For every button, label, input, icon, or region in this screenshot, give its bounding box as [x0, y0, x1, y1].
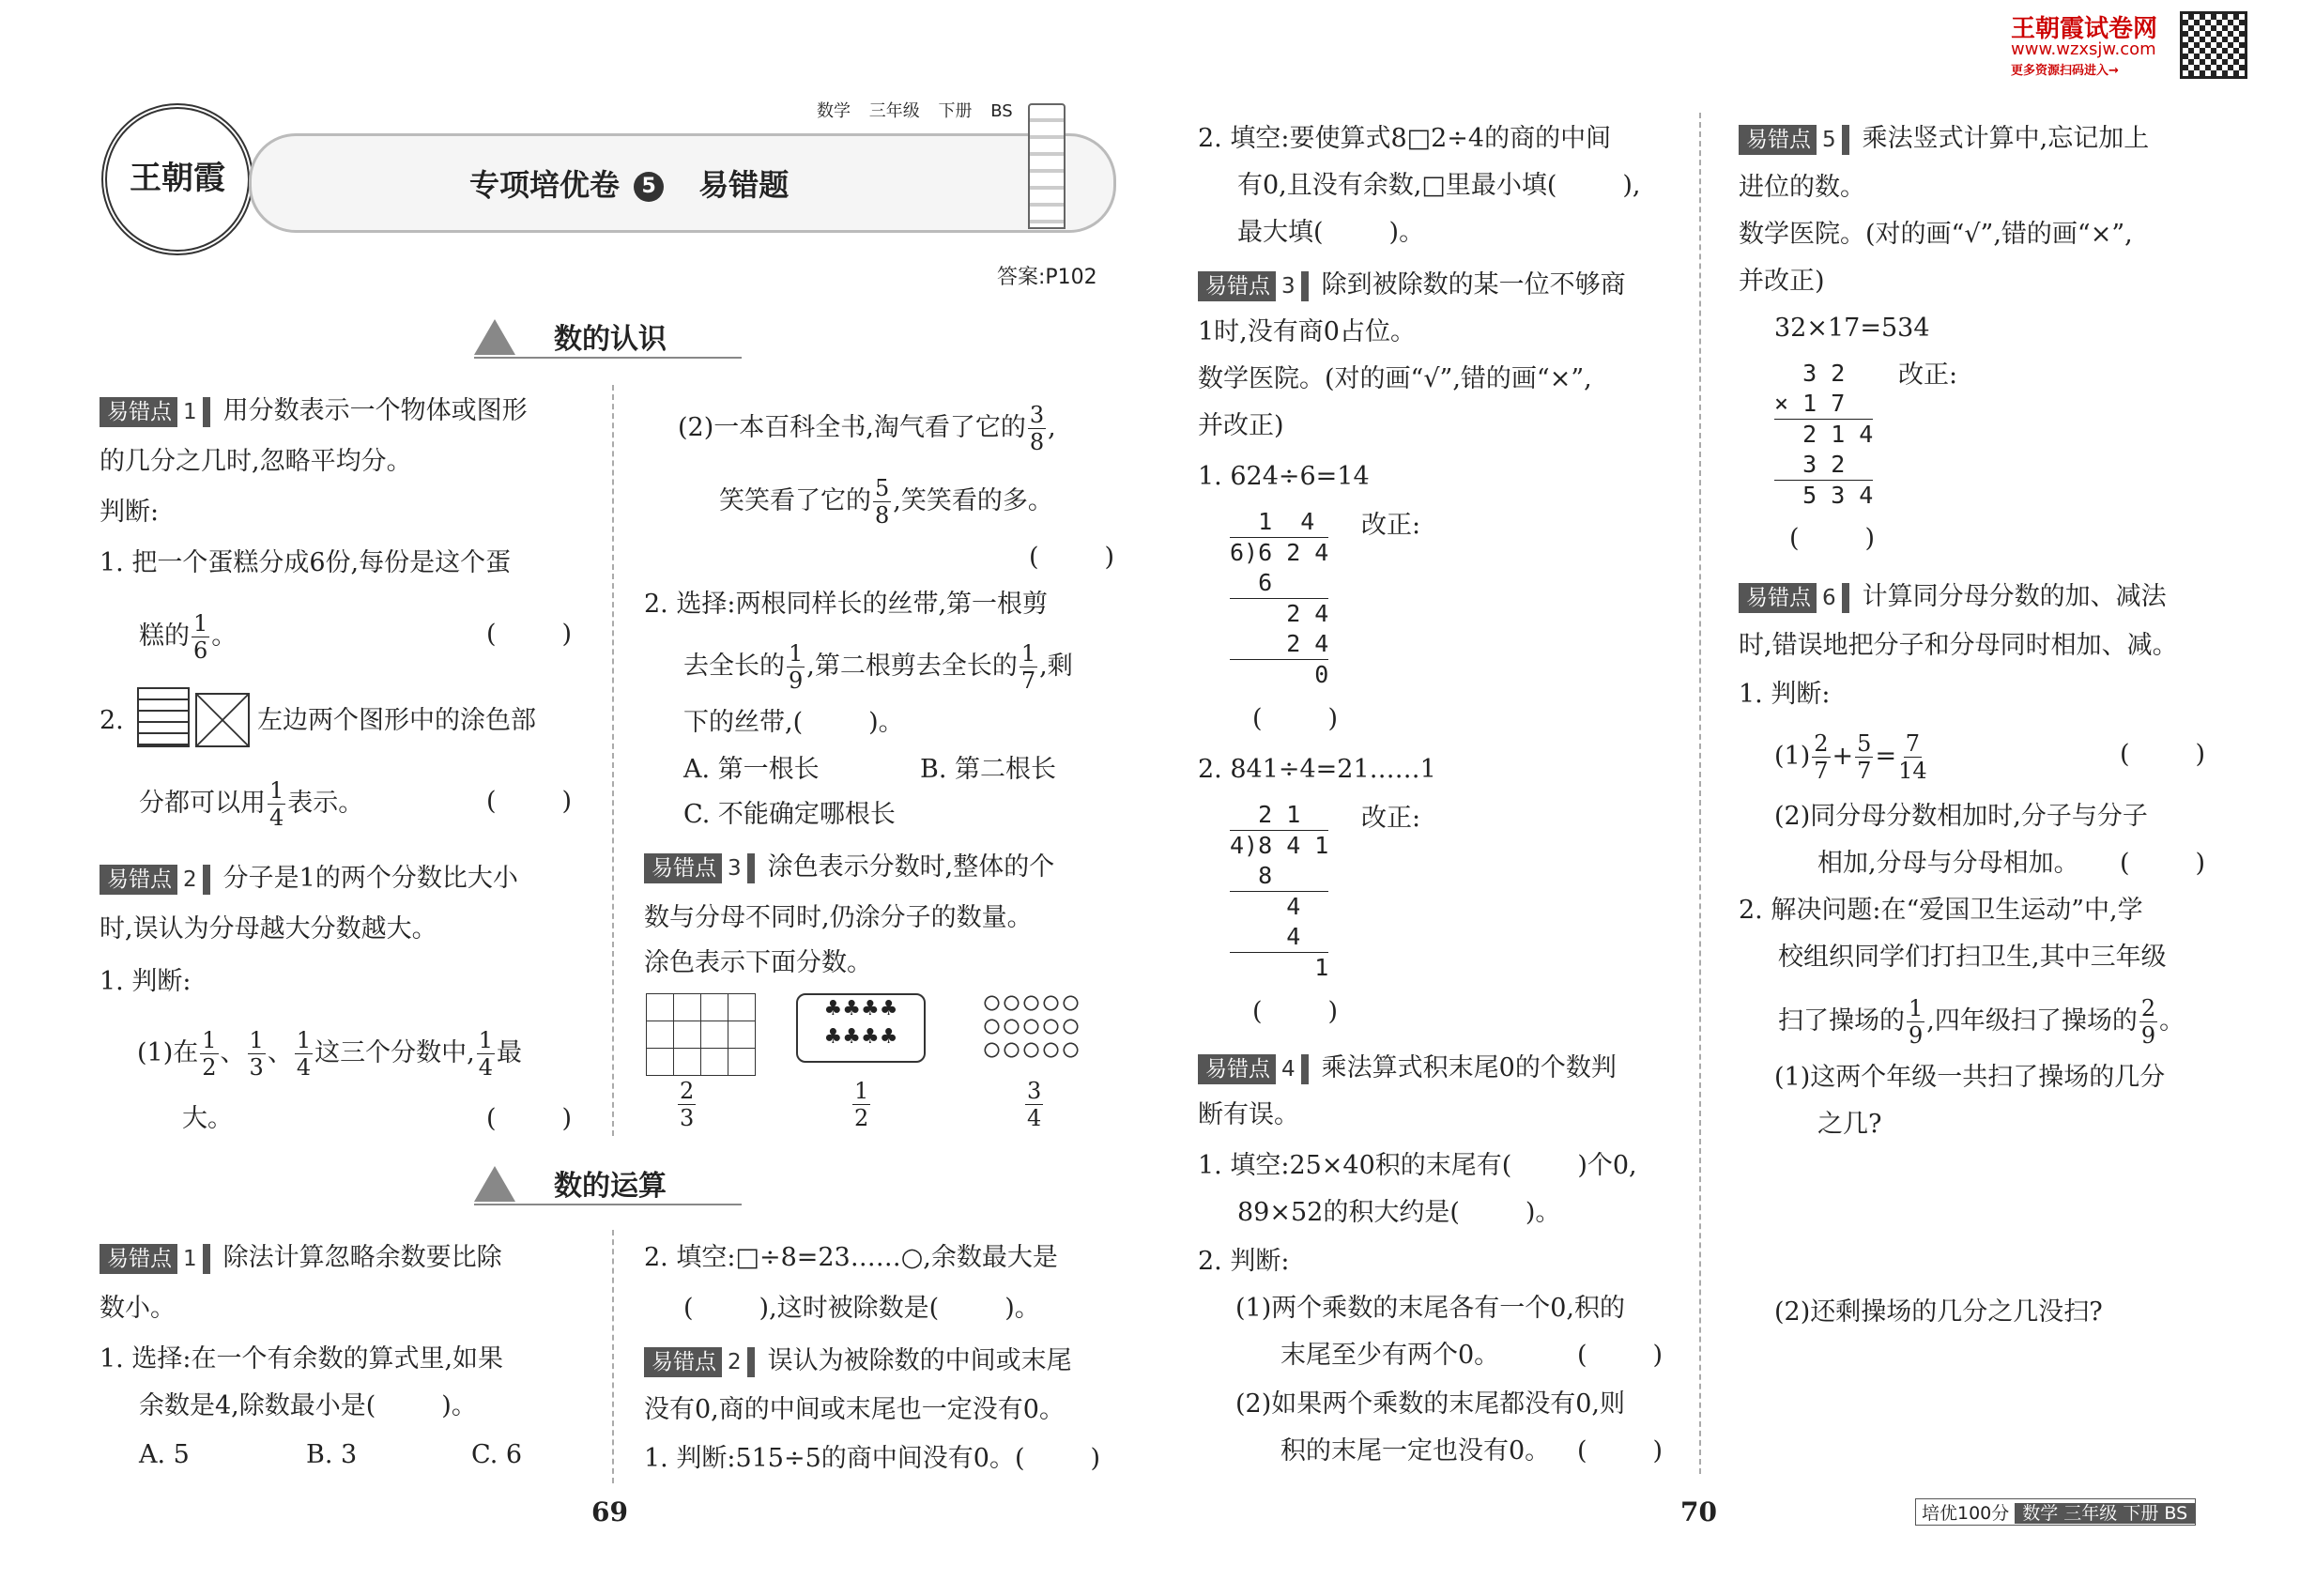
question-2: 2. 选择:两根同样长的丝带,第一根剪	[644, 590, 1049, 619]
question-2-cont2: 下的丝带,( )。	[683, 708, 904, 737]
subject-tags	[817, 98, 1013, 122]
question-2-cont: 有0,且没有余数,□里最小填( ),	[1237, 171, 1641, 200]
title-text: 专项培优卷	[469, 167, 621, 203]
question-2-1: (1)这两个年级一共扫了操场的几分	[1774, 1063, 2166, 1092]
division-2: 2. 841÷4=21……1	[1198, 755, 1436, 784]
qr-code-icon	[2180, 11, 2247, 79]
question-2-1: (1)两个乘数的末尾各有一个0,积的	[1235, 1294, 1626, 1323]
question-1: 1. 判断:	[1739, 680, 1831, 709]
division-calc-1: 1 4 6)6 2 4 6 2 4 2 4 0	[1230, 508, 1329, 688]
err-tag: 易错点 3	[1198, 271, 1309, 301]
mushroom-figure[interactable]: ♣♣♣♣ ♣♣♣♣	[796, 993, 926, 1063]
err-tag: 易错点 3	[644, 853, 755, 883]
multiplication-eq: 32×17=534	[1774, 314, 1930, 343]
err-tag: 易错点 5	[1739, 125, 1849, 155]
err-desc: 没有0,商的中间或末尾也一定没有0。	[644, 1395, 1065, 1424]
fix-label: 改正:	[1898, 361, 1958, 390]
err-point-r6: 易错点 6 计算同分母分数的加、减法	[1739, 575, 2167, 620]
tag-edition: BS	[990, 101, 1013, 121]
clinic-text: 数学医院。(对的画“√”,错的画“×”,	[1739, 220, 2133, 249]
title-number: 5	[634, 172, 664, 202]
footer-brand: 培优100分	[1922, 1503, 2010, 1524]
title-subtitle: 易错题	[698, 167, 790, 203]
question-1-2: (2)一本百科全书,淘气看了它的 $\frac{3}{8}$ ,	[678, 402, 1056, 455]
division-calc-2: 2 1 4)8 4 1 8 4 4 1	[1230, 801, 1329, 981]
err-desc: 断有误。	[1198, 1100, 1299, 1129]
clinic-text: 并改正)	[1198, 411, 1284, 440]
question-2-cont: 分都可以用 $\frac{1}{4}$ 表示。	[139, 777, 364, 831]
answer-paren[interactable]: ( )	[2120, 740, 2206, 769]
question-2-1-cont: 末尾至少有两个0。	[1280, 1341, 1500, 1370]
answer-ref: 答案:P102	[997, 266, 1097, 289]
option-a[interactable]: A. 第一根长	[683, 755, 820, 784]
err-point-op-1: 易错点 1 除法计算忽略余数要比除	[100, 1235, 502, 1281]
section-underline	[474, 357, 742, 359]
question-1: 1. 填空:25×40积的末尾有( )个0,	[1198, 1151, 1637, 1180]
column-divider	[612, 1230, 614, 1483]
column-divider	[612, 385, 614, 1136]
question-1-cont: 89×52的积大约是( )。	[1237, 1198, 1561, 1227]
logo-text: 王朝霞	[130, 160, 225, 197]
page-number-right: 70	[1680, 1496, 1717, 1527]
section-title-numbers: 数的认识	[554, 323, 667, 356]
page-title	[469, 161, 789, 205]
question-2-cont: 校组织同学们打扫卫生,其中三年级	[1778, 943, 2167, 972]
circles-figure[interactable]	[982, 991, 1081, 1063]
fraction-label: $\frac{2}{3}$	[680, 1078, 695, 1131]
page-number-left: 69	[591, 1496, 628, 1527]
question-2: 2. 填空:要使算式8□2÷4的商的中间	[1198, 124, 1612, 153]
option-c[interactable]: C. 不能确定哪根长	[683, 800, 896, 829]
err-tag: 易错点 4	[1198, 1054, 1309, 1084]
question-2-cont2: 扫了操场的 $\frac{1}{9}$ ,四年级扫了操场的 $\frac{2}{9}$ 。	[1778, 995, 2185, 1049]
question-1-1: (1) $\frac{2}{7}$ + $\frac{5}{7}$ = $\frac{7}{14}$	[1774, 730, 1927, 784]
question-2-2: (2)还剩操场的几分之几没扫?	[1774, 1297, 2103, 1327]
err-tag: 易错点 2	[644, 1347, 755, 1377]
instruction: 涂色表示下面分数。	[644, 948, 872, 977]
sailboat-icon	[474, 319, 515, 355]
err-point-2: 易错点 2 分子是1的两个分数比大小	[100, 856, 518, 901]
column-divider	[1699, 113, 1701, 1474]
question-2: 2. 填空:□÷8=23……○,余数最大是	[644, 1243, 1058, 1272]
err-point-r5: 易错点 5 乘法竖式计算中,忘记加上	[1739, 116, 2149, 161]
fraction-label: $\frac{3}{4}$	[1027, 1078, 1042, 1131]
trapezoid-figure	[137, 687, 190, 747]
question-2-num: 2.	[100, 706, 124, 735]
question-1: 1. 选择:在一个有余数的算式里,如果	[100, 1344, 504, 1373]
answer-paren[interactable]: ( )	[1577, 1341, 1664, 1370]
tag-term: 下册	[938, 101, 973, 121]
answer-paren[interactable]: ( )	[2120, 849, 2206, 878]
question-1-cont: 余数是4,除数最小是( )。	[139, 1391, 477, 1420]
division-1: 1. 624÷6=14	[1198, 462, 1370, 491]
err-point-r4: 易错点 4 乘法算式积末尾0的个数判	[1198, 1046, 1617, 1091]
question-1-cont: 糕的 $\frac{1}{6}$ 。	[139, 610, 238, 664]
err-point-r3: 易错点 3 除到被除数的某一位不够商	[1198, 263, 1626, 308]
question-2-cont: ( ),这时被除数是( )。	[683, 1294, 1040, 1323]
question-1-2-cont: 相加,分母与分母相加。	[1817, 849, 2079, 878]
err-desc: 数与分母不同时,仍涂分子的数量。	[644, 903, 1033, 932]
question-1-2: (2)同分母分数相加时,分子与分子	[1774, 802, 2148, 831]
question-1: 1. 判断:	[100, 967, 192, 996]
tag-subject: 数学	[817, 101, 851, 121]
question-2: 2. 判断:	[1198, 1247, 1290, 1276]
question-1-1-cont: 大。	[182, 1104, 233, 1133]
site-url: www.wzxsjw.com	[2011, 39, 2156, 59]
grid-figure[interactable]	[646, 993, 756, 1076]
err-tag: 易错点 6	[1739, 583, 1849, 613]
question-2-cont2: 最大填( )。	[1237, 218, 1425, 247]
answer-paren[interactable]: ( )	[1252, 704, 1339, 733]
multiplication-calc: 3 2 × 1 7 2 1 4 3 2 5 3 4	[1774, 360, 1874, 509]
option-b[interactable]: B. 第二根长	[920, 755, 1057, 784]
answer-paren[interactable]: ( )	[486, 1104, 573, 1133]
tag-grade: 三年级	[868, 101, 920, 121]
square-figure	[195, 693, 250, 747]
answer-paren[interactable]: ( )	[1577, 1436, 1664, 1466]
err-desc: 时,误认为分母越大分数越大。	[100, 914, 437, 944]
err-tag: 易错点 1	[100, 1244, 210, 1274]
question-2-2-cont: 积的末尾一定也没有0。	[1280, 1436, 1551, 1466]
err-point-op-2: 易错点 2 误认为被除数的中间或末尾	[644, 1339, 1072, 1384]
question-2-2: (2)如果两个乘数的末尾都没有0,则	[1235, 1389, 1626, 1419]
fix-label: 改正:	[1361, 511, 1421, 540]
err-tag: 易错点 2	[100, 865, 210, 895]
clinic-text: 数学医院。(对的画“√”,错的画“×”,	[1198, 364, 1592, 393]
fix-label: 改正:	[1361, 804, 1421, 833]
err-point-1: 易错点 1 用分数表示一个物体或图形	[100, 389, 528, 434]
err-desc: 1时,没有商0占位。	[1198, 317, 1416, 346]
answer-paren[interactable]: ( )	[486, 620, 573, 649]
question-1: 1. 判断:515÷5的商中间没有0。( )	[644, 1444, 1101, 1473]
fraction-label: $\frac{1}{2}$	[854, 1078, 869, 1131]
question-1-2-cont: 笑笑看了它的 $\frac{5}{8}$ ,笑笑看的多。	[719, 475, 1053, 529]
question-2: 2. 解决问题:在“爱国卫生运动”中,学	[1739, 896, 2143, 925]
lighthouse-icon	[1028, 103, 1066, 229]
sailboat-icon	[474, 1166, 515, 1202]
err-tag: 易错点 1	[100, 397, 210, 427]
question-2-1-cont: 之几?	[1817, 1110, 1882, 1139]
err-desc: 时,错误地把分子和分母同时相加、减。	[1739, 631, 2178, 660]
question-2-cont: 去全长的 $\frac{1}{9}$ ,第二根剪去全长的 $\frac{1}{7}$ ,剩	[683, 640, 1073, 694]
judge-label: 判断:	[100, 498, 160, 527]
question-2: 左边两个图形中的涂色部	[257, 706, 536, 735]
section-title-operations: 数的运算	[554, 1170, 667, 1203]
section-underline	[474, 1204, 742, 1205]
footer-info: 数学 三年级 下册 BS	[2015, 1503, 2195, 1524]
option-b[interactable]: B. 3	[306, 1440, 358, 1469]
footer-tag	[1915, 1498, 2196, 1526]
option-c[interactable]: C. 6	[471, 1440, 523, 1469]
question-1: 1. 把一个蛋糕分成6份,每份是这个蛋	[100, 548, 512, 577]
answer-paren[interactable]: ( )	[1252, 997, 1339, 1026]
answer-paren[interactable]: ( )	[486, 787, 573, 816]
answer-paren[interactable]: ( )	[1789, 524, 1876, 553]
site-name: 王朝霞试卷网	[2011, 15, 2158, 43]
err-point-3: 易错点 3 涂色表示分数时,整体的个	[644, 845, 1054, 890]
err-desc: 的几分之几时,忽略平均分。	[100, 447, 412, 476]
err-desc: 进位的数。	[1739, 173, 1865, 202]
question-1-1: (1)在 $\frac{1}{2}$ 、 $\frac{1}{3}$ 、 $\frac{1}{4}$ 这三个分数中, $\frac{1}{4}$ 最	[137, 1027, 522, 1081]
logo	[101, 103, 253, 255]
clinic-text: 并改正)	[1739, 267, 1825, 296]
err-desc: 数小。	[100, 1294, 176, 1323]
answer-paren[interactable]: ( )	[1029, 543, 1115, 572]
site-note: 更多资源扫码进入→	[2011, 64, 2119, 78]
option-a[interactable]: A. 5	[139, 1440, 190, 1469]
